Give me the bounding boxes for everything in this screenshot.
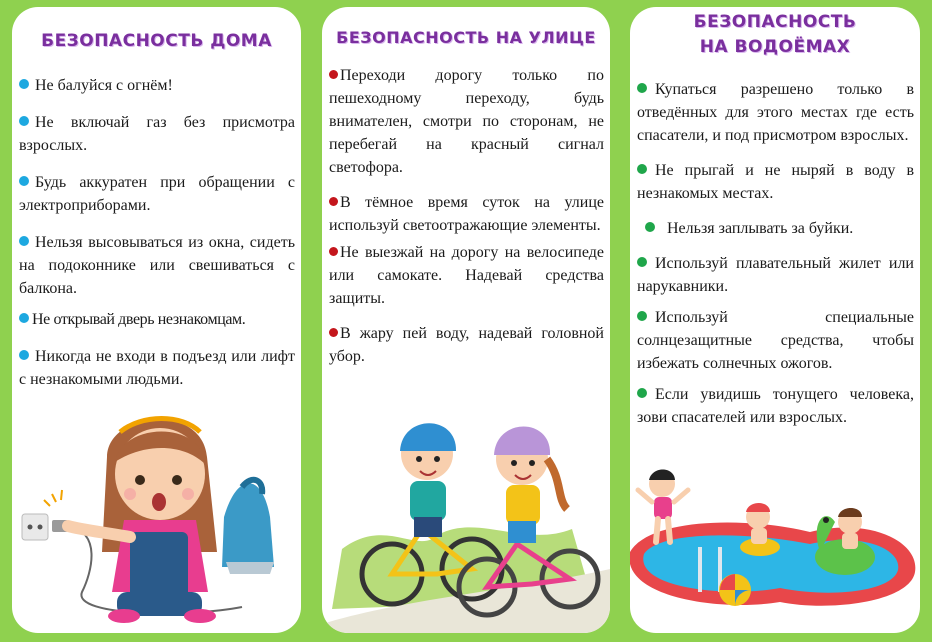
bullet-icon xyxy=(329,70,338,79)
bullet-icon xyxy=(19,350,29,360)
home-safety-title: БЕЗОПАСНОСТЬ ДОМА xyxy=(41,31,272,51)
list-item: Не балуйся с огнём! xyxy=(19,74,295,97)
bullet-icon xyxy=(329,197,338,206)
list-item: Используй специальные солнцезащитные средства, чтобы избежать солнечных ожогов. xyxy=(637,309,914,372)
list-item: Не прыгай и не ныряй в воду в незнакомых местах. xyxy=(637,162,914,202)
home-safety-list xyxy=(19,74,295,405)
water-safety-title-line2: НА ВОДОЁМАХ xyxy=(699,37,851,57)
list-item: Будь аккуратен при обращении с электроприборами. xyxy=(19,174,295,214)
list-item: Переходи дорогу только по пешеходному переходу, будь внимателен, смотри по сторонам, не перебегай на красный сигнал светофора. xyxy=(329,67,604,176)
list-item: Если увидишь тонущего человека, зови спасателей или взрослых. xyxy=(637,386,914,426)
list-item: Нельзя высовываться из окна, сидеть на подоконнике или свешиваться с балкона. xyxy=(19,234,295,297)
list-item: Не открывай дверь незнакомцам. xyxy=(19,308,295,331)
water-safety-list xyxy=(637,78,914,441)
street-safety-title: БЕЗОПАСНОСТЬ НА УЛИЦЕ xyxy=(336,28,596,47)
bullet-icon xyxy=(637,83,647,93)
kids-in-pool-illustration xyxy=(630,462,920,633)
list-item: Не включай газ без присмотра взрослых. xyxy=(19,114,295,154)
list-item: Никогда не входи в подъезд или лифт с незнакомыми людьми. xyxy=(19,348,295,388)
water-safety-title xyxy=(630,10,920,60)
bullet-icon xyxy=(637,257,647,267)
bullet-icon xyxy=(19,116,29,126)
street-safety-panel xyxy=(322,7,610,633)
bullet-icon xyxy=(637,388,647,398)
bullet-icon xyxy=(19,176,29,186)
bullet-icon xyxy=(637,164,647,174)
bullet-icon xyxy=(329,247,338,256)
girl-with-iron-illustration xyxy=(12,402,301,632)
water-safety-panel xyxy=(630,7,920,633)
list-item: Не выезжай на дорогу на велосипеде или самокате. Надевай средства защиты. xyxy=(329,244,604,307)
list-item: В тёмное время суток на улице используй светоотражающие элементы. xyxy=(329,194,604,234)
list-item: Нельзя заплывать за буйки. xyxy=(637,217,914,240)
kids-on-bicycles-illustration xyxy=(322,399,610,633)
street-safety-list xyxy=(329,64,604,380)
water-safety-title-line1: БЕЗОПАСНОСТЬ xyxy=(693,12,857,32)
bullet-icon xyxy=(645,222,655,232)
bullet-icon xyxy=(329,328,338,337)
bullet-icon xyxy=(19,79,29,89)
bullet-icon xyxy=(19,236,29,246)
bullet-icon xyxy=(637,311,647,321)
bullet-icon xyxy=(19,313,29,323)
list-item: В жару пей воду, надевай головной убор. xyxy=(329,325,604,365)
home-safety-panel xyxy=(12,7,301,633)
list-item: Используй плавательный жилет или нарукавники. xyxy=(637,255,914,295)
list-item: Купаться разрешено только в отведённых для этого местах где есть спасатели, и под присмотром взрослых. xyxy=(637,81,914,144)
